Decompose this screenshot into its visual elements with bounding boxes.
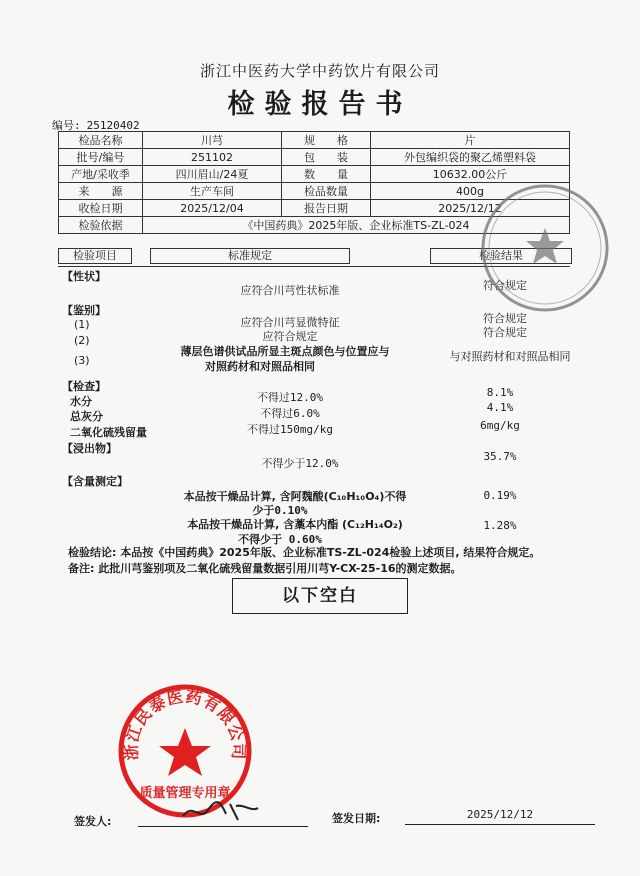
svg-text:浙江民泰医药有限公司: 浙江民泰医药有限公司 (121, 686, 249, 761)
standard-text: 本品按干燥品计算, 含藁本内酯 (C₁₂H₁₄O₂) (187, 518, 403, 531)
item-label: 二氧化硫残留量 (70, 426, 147, 439)
result-text: 符合规定 (483, 312, 527, 325)
result-text: 8.1% (486, 386, 514, 399)
info-label: 产地/采收季 (59, 166, 143, 183)
standard-text: 不得少于 0.60% (238, 533, 322, 546)
info-label: 规 格 (282, 132, 371, 149)
info-label: 检品数量 (282, 183, 371, 200)
serial-value: 25120402 (86, 119, 140, 132)
signature-icon (178, 792, 268, 828)
info-value: 400g (371, 183, 570, 200)
info-row (59, 149, 570, 166)
info-value: 251102 (143, 149, 282, 166)
info-label: 数 量 (282, 166, 371, 183)
standard-text: 不得少于12.0% (261, 457, 339, 470)
result-text: 6mg/kg (480, 419, 520, 432)
serial-label: 编号: (52, 119, 81, 132)
info-label: 包 装 (282, 149, 371, 166)
grey-seal-icon (475, 178, 615, 318)
item-label: (2) (74, 334, 90, 347)
result-text: 35.7% (483, 450, 517, 463)
info-label: 来 源 (59, 183, 143, 200)
info-label: 检验依据 (59, 217, 143, 234)
result-text: 1.28% (483, 519, 517, 532)
info-row (59, 132, 570, 149)
info-value: 生产车间 (143, 183, 282, 200)
col-header-standard: 标准规定 (150, 248, 350, 264)
section-title-character: 【性状】 (62, 270, 106, 283)
standard-text: 不得过150mg/kg (247, 423, 333, 436)
col-header-result: 检验结果 (430, 248, 572, 264)
result-text: 4.1% (486, 401, 514, 414)
info-value: 片 (371, 132, 570, 149)
report-title: 检验报告书 (227, 89, 413, 120)
result-text: 与对照药材和对照品相同 (449, 350, 571, 363)
info-label: 收检日期 (59, 200, 143, 217)
issue-date-value: 2025/12/12 (466, 808, 534, 821)
standard-text: 少于0.10% (252, 504, 308, 517)
item-label: (1) (74, 318, 90, 331)
company-name: 浙江中医药大学中药饮片有限公司 (199, 62, 440, 80)
info-value: 川芎 (143, 132, 282, 149)
info-label: 检品名称 (59, 132, 143, 149)
standard-text: 应符合规定 (262, 330, 318, 343)
blank-below-box: 以下空白 (232, 578, 408, 614)
remark-text: 备注: 此批川芎鉴别项及二氧化硫残留量数据引用川芎Y-CX-25-16的测定数据。 (68, 562, 462, 575)
date-line (405, 824, 595, 825)
info-value: 《中国药典》2025年版、企业标准TS-ZL-024 (143, 217, 570, 234)
standard-text: 对照药材和对照品相同 (205, 360, 315, 373)
issue-date-label: 签发日期: (332, 812, 381, 825)
info-value: 外包编织袋的聚乙烯塑料袋 (371, 149, 570, 166)
section-title-assay: 【含量测定】 (62, 475, 128, 488)
standard-text: 应符合川芎显微特征 (240, 316, 340, 329)
section-title-extract: 【浸出物】 (62, 442, 117, 455)
result-text: 符合规定 (483, 279, 527, 292)
signer-label: 签发人: (74, 815, 112, 828)
item-label: 总灰分 (70, 410, 103, 423)
conclusion-text: 检验结论: 本品按《中国药典》2025年版、企业标准TS-ZL-024检验上述项目, 结果符合规定。 (68, 546, 541, 559)
standard-text: 薄层色谱供试品所显主斑点颜色与位置应与 (180, 345, 390, 358)
section-title-inspection: 【检查】 (62, 380, 106, 393)
result-text: 0.19% (483, 489, 517, 502)
standard-text: 不得过12.0% (256, 391, 324, 404)
svg-text:质量管理专用章: 质量管理专用章 (139, 786, 231, 801)
col-header-item: 检验项目 (58, 248, 132, 264)
info-label: 批号/编号 (59, 149, 143, 166)
standard-text: 不得过6.0% (260, 407, 320, 420)
result-text: 符合规定 (483, 326, 527, 339)
standard-text: 本品按干燥品计算, 含阿魏酸(C₁₀H₁₀O₄)不得 (183, 490, 407, 503)
info-value: 2025/12/12 (371, 200, 570, 217)
standard-text: 应符合川芎性状标准 (240, 284, 340, 297)
section-title-identification: 【鉴别】 (62, 304, 106, 317)
info-value: 10632.00公斤 (371, 166, 570, 183)
item-label: (3) (74, 354, 90, 367)
info-value: 四川眉山/24夏 (143, 166, 282, 183)
info-label: 报告日期 (282, 200, 371, 217)
item-label: 水分 (70, 395, 92, 408)
info-value: 2025/12/04 (143, 200, 282, 217)
